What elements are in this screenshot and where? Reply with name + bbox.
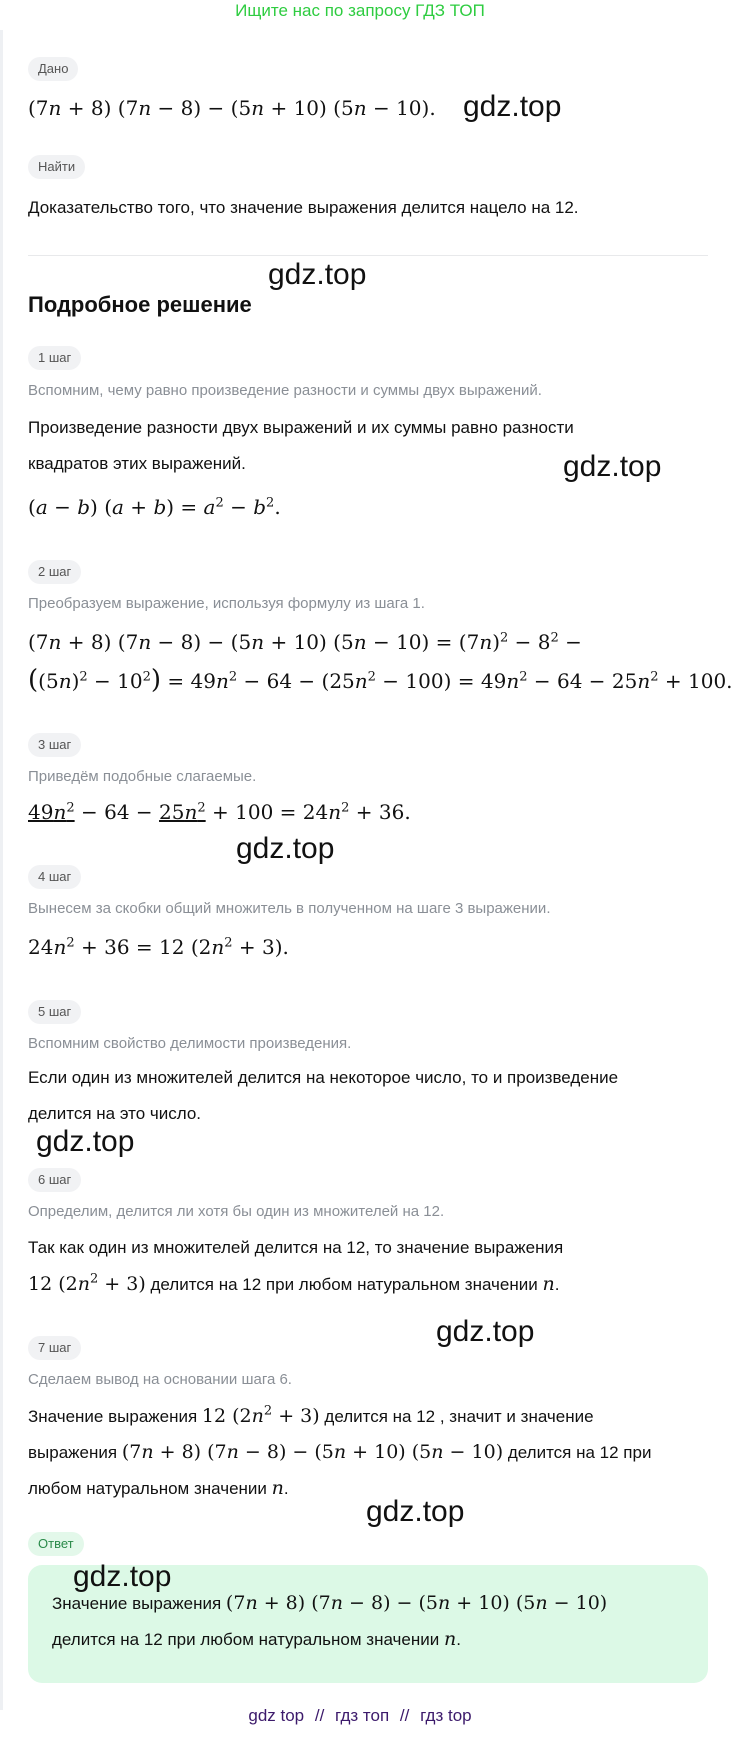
step-3-formula: $49n^2 - 64 - 25n^2 + 100 = 24n^2 + 36$. xyxy=(28,800,411,824)
footer-link-3[interactable]: гдз top xyxy=(420,1706,472,1725)
watermark: gdz.top xyxy=(436,1315,535,1348)
watermark: gdz.top xyxy=(236,832,335,865)
watermark: gdz.top xyxy=(36,1125,135,1158)
step-4-formula: $24n^2 + 36 = 12$ $(2n^2 + 3)$. xyxy=(28,935,289,959)
watermark: gdz.top xyxy=(268,258,367,291)
watermark: gdz.top xyxy=(463,90,562,123)
find-text: Доказательство того, что значение выражения делится нацело на 12. xyxy=(28,198,579,217)
step-7-text-line3: любом натуральном значении n. xyxy=(28,1477,289,1499)
step-2-formula-line1: (7n + 8) (7n − 8) − (5n + 10) $(5n - 10) = (7n)^2 - 8^2$ − xyxy=(28,630,582,654)
step-4-label: 4 шаг xyxy=(28,865,81,889)
step-3-hint: Приведём подобные слагаемые. xyxy=(28,768,257,785)
footer-link-1[interactable]: gdz top xyxy=(248,1706,305,1725)
solution-heading: Подробное решение xyxy=(28,292,252,317)
given-expression: (7n + 8) (7n − 8) − (5n + 10) (5n − 10). xyxy=(28,96,436,120)
step-3-label: 3 шаг xyxy=(28,733,81,757)
step-1-text-line1: Произведение разности двух выражений и их суммы равно разности xyxy=(28,418,574,437)
step-2-hint: Преобразуем выражение, используя формулу из шага 1. xyxy=(28,595,425,612)
footer-links xyxy=(0,1706,720,1726)
find-label: Найти xyxy=(28,155,85,179)
step-5-text-line1: Если один из множителей делится на некоторое число, то и произведение xyxy=(28,1068,619,1087)
step-7-text-line2: выражения (7n + 8) (7n − 8) − (5n + 10) (5n − 10) делится на 12 при xyxy=(28,1441,652,1463)
step-5-hint: Вспомним свойство делимости произведения. xyxy=(28,1035,352,1052)
answer-line1: Значение выражения (7n + 8) (7n − 8) − (5n + 10) (5n − 10) xyxy=(52,1592,608,1614)
step-6-text-line1: Так как один из множителей делится на 12, то значение выражения xyxy=(28,1238,564,1257)
step-6-hint: Определим, делится ли хотя бы один из множителей на 12. xyxy=(28,1203,445,1220)
footer-separator: // xyxy=(314,1706,325,1725)
step-2-label: 2 шаг xyxy=(28,560,81,584)
step-4-hint: Вынесем за скобки общий множитель в полученном на шаге 3 выражении. xyxy=(28,900,551,917)
watermark: gdz.top xyxy=(366,1495,465,1528)
step-6-label: 6 шаг xyxy=(28,1168,81,1192)
footer-separator: // xyxy=(399,1706,410,1725)
step-5-label: 5 шаг xyxy=(28,1000,81,1024)
top-banner[interactable]: Ищите нас по запросу ГДЗ ТОП xyxy=(235,1,485,20)
answer-line2: делится на 12 при любом натуральном значении n. xyxy=(52,1628,461,1650)
watermark: gdz.top xyxy=(563,450,662,483)
left-border xyxy=(0,30,3,1710)
step-7-label: 7 шаг xyxy=(28,1336,81,1360)
footer-link-2[interactable]: гдз топ xyxy=(335,1706,390,1725)
step-1-formula: (a − b) $(a + b) = a^2 - b^2$. xyxy=(28,495,281,519)
step-2-formula-line2: $((5n)^2 - 10^2) = 49n^2 - 64 - (25n^2 - 100) = 49n^2 - 64 - 25n^2 + 100$. xyxy=(28,665,733,695)
watermark: gdz.top xyxy=(73,1560,172,1593)
given-label: Дано xyxy=(28,57,78,81)
step-1-label: 1 шаг xyxy=(28,346,81,370)
answer-label: Ответ xyxy=(28,1532,84,1556)
step-7-text-line1: Значение выражения 12 $(2n^2 + 3)$ делится на 12 , значит и значение xyxy=(28,1403,594,1427)
divider xyxy=(28,255,708,256)
step-1-hint: Вспомним, чему равно произведение разности и суммы двух выражений. xyxy=(28,382,542,399)
step-7-hint: Сделаем вывод на основании шага 6. xyxy=(28,1371,292,1388)
step-1-text-line2: квадратов этих выражений. xyxy=(28,454,246,473)
step-5-text-line2: делится на это число. xyxy=(28,1104,202,1123)
step-6-text-line2: 12 $(2n^2 + 3)$ делится на 12 при любом натуральном значении n. xyxy=(28,1271,560,1295)
